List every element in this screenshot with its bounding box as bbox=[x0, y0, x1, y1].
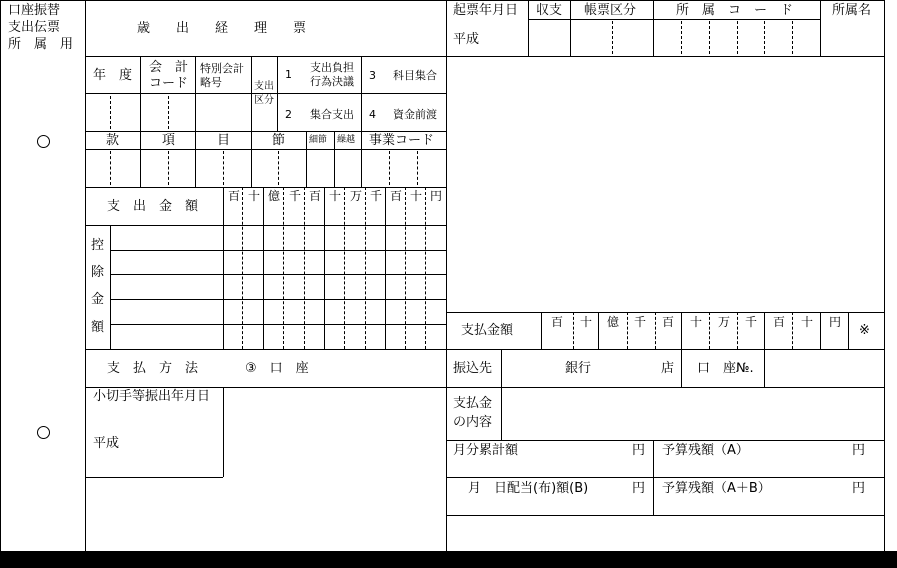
digit-header: 十 bbox=[248, 189, 261, 203]
payment-amount-label: 支払金額 bbox=[461, 323, 514, 338]
check-date-label: 小切手等振出年月日 bbox=[93, 389, 211, 404]
budget-remaining-a-label: 予算残額（A） bbox=[662, 443, 749, 458]
deduction-char-1: 控 bbox=[91, 238, 105, 253]
option-1-label-2: 行為決議 bbox=[310, 75, 354, 88]
option-4-number: 4 bbox=[369, 108, 376, 121]
option-2-number: 2 bbox=[285, 108, 292, 121]
digit-header: 億 bbox=[268, 189, 281, 203]
kou-label: 項 bbox=[162, 133, 176, 148]
digit-header: 百 bbox=[390, 189, 403, 203]
yen-label: 円 bbox=[632, 443, 646, 458]
transfer-label: 振込先 bbox=[453, 361, 493, 376]
content-label-2: の内容 bbox=[453, 415, 493, 430]
option-3-number: 3 bbox=[369, 69, 376, 82]
moku-label: 目 bbox=[217, 133, 231, 148]
digit-header: 十 bbox=[801, 315, 814, 329]
dept-code-label: 所 属 コ ー ド bbox=[676, 3, 794, 18]
punch-hole-icon bbox=[37, 426, 50, 439]
option-2-label: 集合支出 bbox=[310, 108, 354, 121]
margin-line-2: 支出伝票 bbox=[8, 20, 61, 35]
digit-header: 万 bbox=[350, 189, 363, 203]
budget-remaining-ab-label: 予算残額（A＋B） bbox=[662, 481, 771, 496]
digit-header: 万 bbox=[718, 315, 731, 329]
account-code-label-2: コード bbox=[149, 76, 189, 91]
yen-label: 円 bbox=[852, 443, 866, 458]
yen-label: 円 bbox=[852, 481, 866, 496]
digit-header: 円 bbox=[430, 189, 443, 203]
margin-line-1: 口座振替 bbox=[8, 3, 61, 18]
option-1-number: 1 bbox=[285, 68, 292, 81]
yen-label: 円 bbox=[632, 481, 646, 496]
expense-category-label: 支出 bbox=[254, 81, 274, 92]
option-4-label: 資金前渡 bbox=[393, 108, 437, 121]
receipt-label: 収支 bbox=[536, 3, 563, 18]
digit-header: 十 bbox=[329, 189, 342, 203]
digit-header: 百 bbox=[551, 315, 564, 329]
year-label: 年 度 bbox=[93, 68, 133, 83]
account-code-label: 会 計 bbox=[149, 60, 189, 75]
saimoku-label: 細節 bbox=[309, 135, 328, 145]
kan-label: 款 bbox=[106, 133, 120, 148]
monthly-total-label: 月分累計額 bbox=[453, 443, 519, 458]
carryover-label: 繰越 bbox=[337, 135, 356, 145]
deduction-char-2: 除 bbox=[91, 265, 105, 280]
margin-line-3: 所 属 用 bbox=[8, 37, 74, 52]
account-number-label: 口 座№. bbox=[697, 361, 754, 376]
digit-header: 円 bbox=[829, 315, 842, 329]
expense-amount-label: 支 出 金 額 bbox=[107, 199, 199, 214]
digit-header: 千 bbox=[634, 315, 647, 329]
digit-header: 億 bbox=[607, 315, 620, 329]
digit-header: 百 bbox=[662, 315, 675, 329]
note-mark: ※ bbox=[859, 323, 870, 338]
expense-category-label-2: 区分 bbox=[254, 95, 274, 106]
form-type-label: 帳票区分 bbox=[584, 3, 637, 18]
branch-label: 店 bbox=[661, 361, 675, 376]
digit-header: 千 bbox=[370, 189, 383, 203]
digit-header: 千 bbox=[289, 189, 302, 203]
option-3-label: 科目集合 bbox=[393, 69, 437, 82]
digit-header: 百 bbox=[228, 189, 241, 203]
bottom-bar bbox=[0, 551, 897, 568]
special-account-label: 特別会計 bbox=[200, 62, 244, 75]
allocation-label: 月 日配当(布)額(B) bbox=[468, 481, 589, 496]
bank-label: 銀行 bbox=[565, 361, 592, 376]
form-title: 歳 出 経 理 票 bbox=[137, 21, 307, 36]
digit-header: 千 bbox=[745, 315, 758, 329]
content-label: 支払金 bbox=[453, 396, 493, 411]
digit-header: 十 bbox=[410, 189, 423, 203]
deduction-char-4: 額 bbox=[91, 320, 105, 335]
digit-header: 十 bbox=[690, 315, 703, 329]
era-label: 平成 bbox=[453, 32, 480, 47]
digit-header: 百 bbox=[773, 315, 786, 329]
project-code-label: 事業コード bbox=[369, 133, 435, 148]
special-account-label-2: 略号 bbox=[200, 76, 222, 89]
digit-header: 百 bbox=[309, 189, 322, 203]
payment-method-label: 支 払 方 法 bbox=[107, 361, 199, 376]
deduction-char-3: 金 bbox=[91, 292, 105, 307]
payment-method-value: ③ 口 座 bbox=[245, 361, 309, 376]
setsu-label: 節 bbox=[272, 133, 286, 148]
check-era-label: 平成 bbox=[93, 436, 120, 451]
issue-date-label: 起票年月日 bbox=[453, 3, 519, 18]
digit-header: 十 bbox=[580, 315, 593, 329]
option-1-label: 支出負担 bbox=[310, 61, 354, 74]
punch-hole-icon bbox=[37, 135, 50, 148]
dept-name-label: 所属名 bbox=[832, 3, 872, 18]
